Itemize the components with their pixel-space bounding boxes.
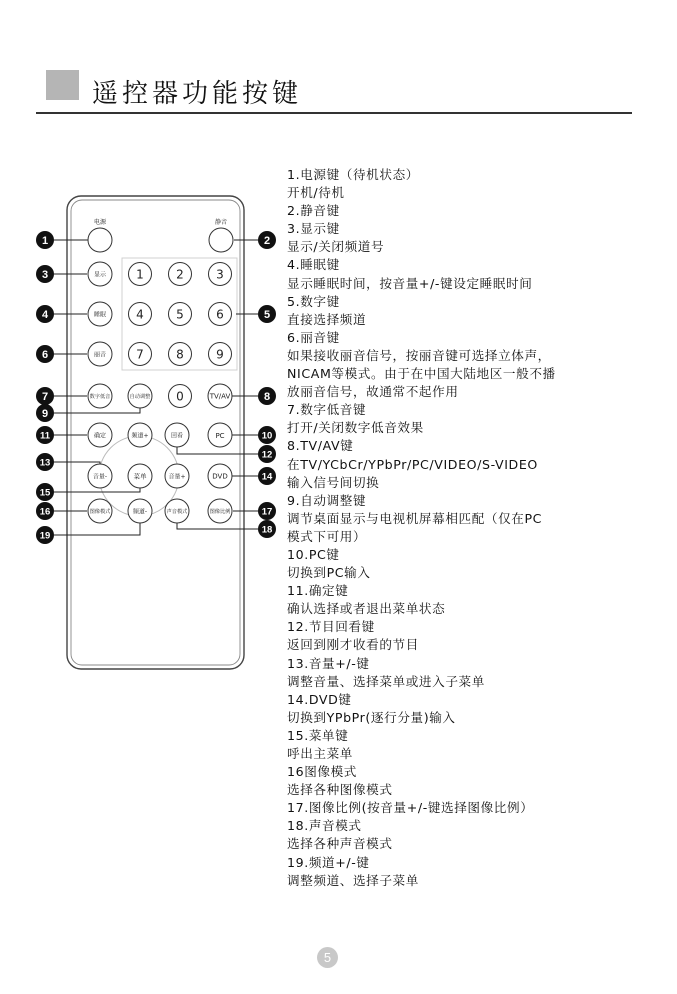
digit-5-label: 5 (176, 307, 184, 322)
sleep-label: 睡眠 (93, 311, 107, 319)
callout-13: 13 (39, 457, 51, 469)
mute-button[interactable] (209, 228, 233, 252)
callout-15: 15 (39, 487, 51, 499)
page-title: 遥控器功能按键 (92, 79, 303, 109)
desc-line: 2.静音键 (287, 203, 340, 219)
desc-line: 4.睡眠键 (287, 257, 340, 273)
callout-17: 17 (261, 506, 273, 518)
desc-line: 输入信号间切换 (287, 474, 380, 490)
digit-9-label: 9 (216, 347, 224, 362)
callout-1: 1 (41, 235, 49, 247)
ok-label: 确定 (93, 432, 107, 440)
pc-label: PC (215, 432, 225, 440)
digit-4-label: 4 (136, 307, 144, 322)
desc-line: 12.节目回看键 (287, 619, 375, 635)
callout-8: 8 (263, 391, 271, 403)
desc-line: 直接选择频道 (287, 311, 367, 327)
desc-line: 13.音量+/-键 (287, 655, 370, 671)
digit-2-label: 2 (176, 267, 184, 282)
channel-up-label: 频道+ (131, 432, 149, 440)
desc-line: 14.DVD键 (287, 691, 352, 707)
desc-line: 切换到YPbPr(逐行分量)输入 (287, 709, 456, 725)
desc-line: 7.数字低音键 (287, 402, 367, 418)
sound-mode-label: 声音模式 (166, 509, 188, 515)
callout-3: 3 (41, 269, 49, 281)
picture-mode-label: 图像模式 (89, 509, 111, 515)
digit-3-label: 3 (216, 267, 224, 282)
callout-16: 16 (39, 506, 51, 518)
callout-4: 4 (41, 309, 49, 321)
mute-label: 静音 (214, 219, 228, 226)
desc-line: 选择各种图像模式 (287, 782, 393, 798)
callout-11: 11 (39, 430, 51, 442)
bass-label: 数字低音 (89, 394, 111, 400)
desc-line: 选择各种声音模式 (287, 836, 393, 852)
desc-line: 3.显示键 (287, 221, 340, 237)
desc-line: 放丽音信号，故通常不起作用 (287, 384, 459, 400)
callout-9: 9 (41, 408, 49, 420)
power-button[interactable] (88, 228, 112, 252)
desc-line: 打开/关闭数字低音效果 (287, 420, 424, 436)
desc-line: 返回到刚才收看的节目 (287, 637, 419, 653)
callout-5: 5 (263, 309, 271, 321)
desc-line: 11.确定键 (287, 583, 349, 599)
callout-6: 6 (41, 349, 49, 361)
desc-line: 8.TV/AV键 (287, 438, 354, 454)
callout-7: 7 (41, 391, 49, 403)
digit-6-label: 6 (216, 307, 224, 322)
desc-line: 6.丽音键 (287, 329, 340, 345)
desc-line: 17.图像比例(按音量+/-键选择图像比例） (287, 800, 534, 816)
desc-line: 18.声音模式 (287, 818, 362, 834)
desc-line: 19.频道+/-键 (287, 854, 370, 870)
nicam-label: 丽音 (93, 351, 107, 359)
desc-line: 显示/关闭频道号 (287, 239, 385, 255)
desc-line: 切换到PC输入 (287, 565, 371, 581)
digit-0-label: 0 (176, 389, 184, 404)
remote-illustration (0, 0, 290, 700)
desc-line: 确认选择或者退出菜单状态 (287, 601, 446, 617)
menu-label: 菜单 (133, 472, 147, 481)
desc-line: 调节桌面显示与电视机屏幕相匹配（仅在PC (287, 510, 543, 526)
desc-line: 调整音量、选择菜单或进入子菜单 (287, 673, 485, 689)
desc-line: 5.数字键 (287, 293, 340, 309)
desc-line: 呼出主菜单 (287, 746, 353, 761)
volume-down-label: 音量- (92, 473, 108, 481)
key-descriptions (287, 166, 632, 890)
channel-down-label: 频道- (132, 508, 148, 516)
desc-line: 显示睡眠时间，按音量+/-键设定睡眠时间 (287, 275, 533, 291)
callout-19: 19 (39, 530, 51, 542)
desc-line: 如果接收丽音信号，按丽音键可选择立体声， (287, 347, 551, 363)
desc-line: NICAM等模式。由于在中国大陆地区一般不播 (287, 366, 556, 382)
desc-line: 模式下可用） (287, 528, 367, 544)
desc-line: 在TV/YCbCr/YPbPr/PC/VIDEO/S-VIDEO (287, 456, 538, 472)
display-label: 显示 (93, 271, 107, 279)
callout-2: 2 (263, 235, 271, 247)
dvd-label: DVD (212, 472, 228, 481)
aspect-ratio-label: 图像比例 (209, 509, 231, 515)
desc-line: 1.电源键（待机状态） (287, 167, 419, 182)
digit-1-label: 1 (136, 267, 144, 282)
desc-line: 15.菜单键 (287, 727, 349, 743)
power-label: 电源 (93, 219, 107, 226)
desc-line: 16图像模式 (287, 764, 357, 780)
desc-line: 9.自动调整键 (287, 492, 367, 508)
callout-18: 18 (261, 524, 273, 536)
callout-10: 10 (261, 430, 273, 442)
desc-line: 调整频道、选择子菜单 (287, 872, 419, 888)
page-number: 5 (317, 947, 338, 968)
volume-up-label: 音量+ (168, 473, 186, 481)
recall-label: 回看 (170, 432, 184, 440)
callout-12: 12 (261, 449, 273, 461)
auto-adjust-label: 自动调整 (129, 394, 151, 400)
digit-7-label: 7 (136, 347, 144, 362)
digit-8-label: 8 (176, 347, 184, 362)
callout-14: 14 (261, 471, 273, 483)
desc-line: 10.PC键 (287, 546, 340, 562)
tvav-label: TV/AV (209, 392, 231, 401)
desc-line: 开机/待机 (287, 185, 345, 201)
